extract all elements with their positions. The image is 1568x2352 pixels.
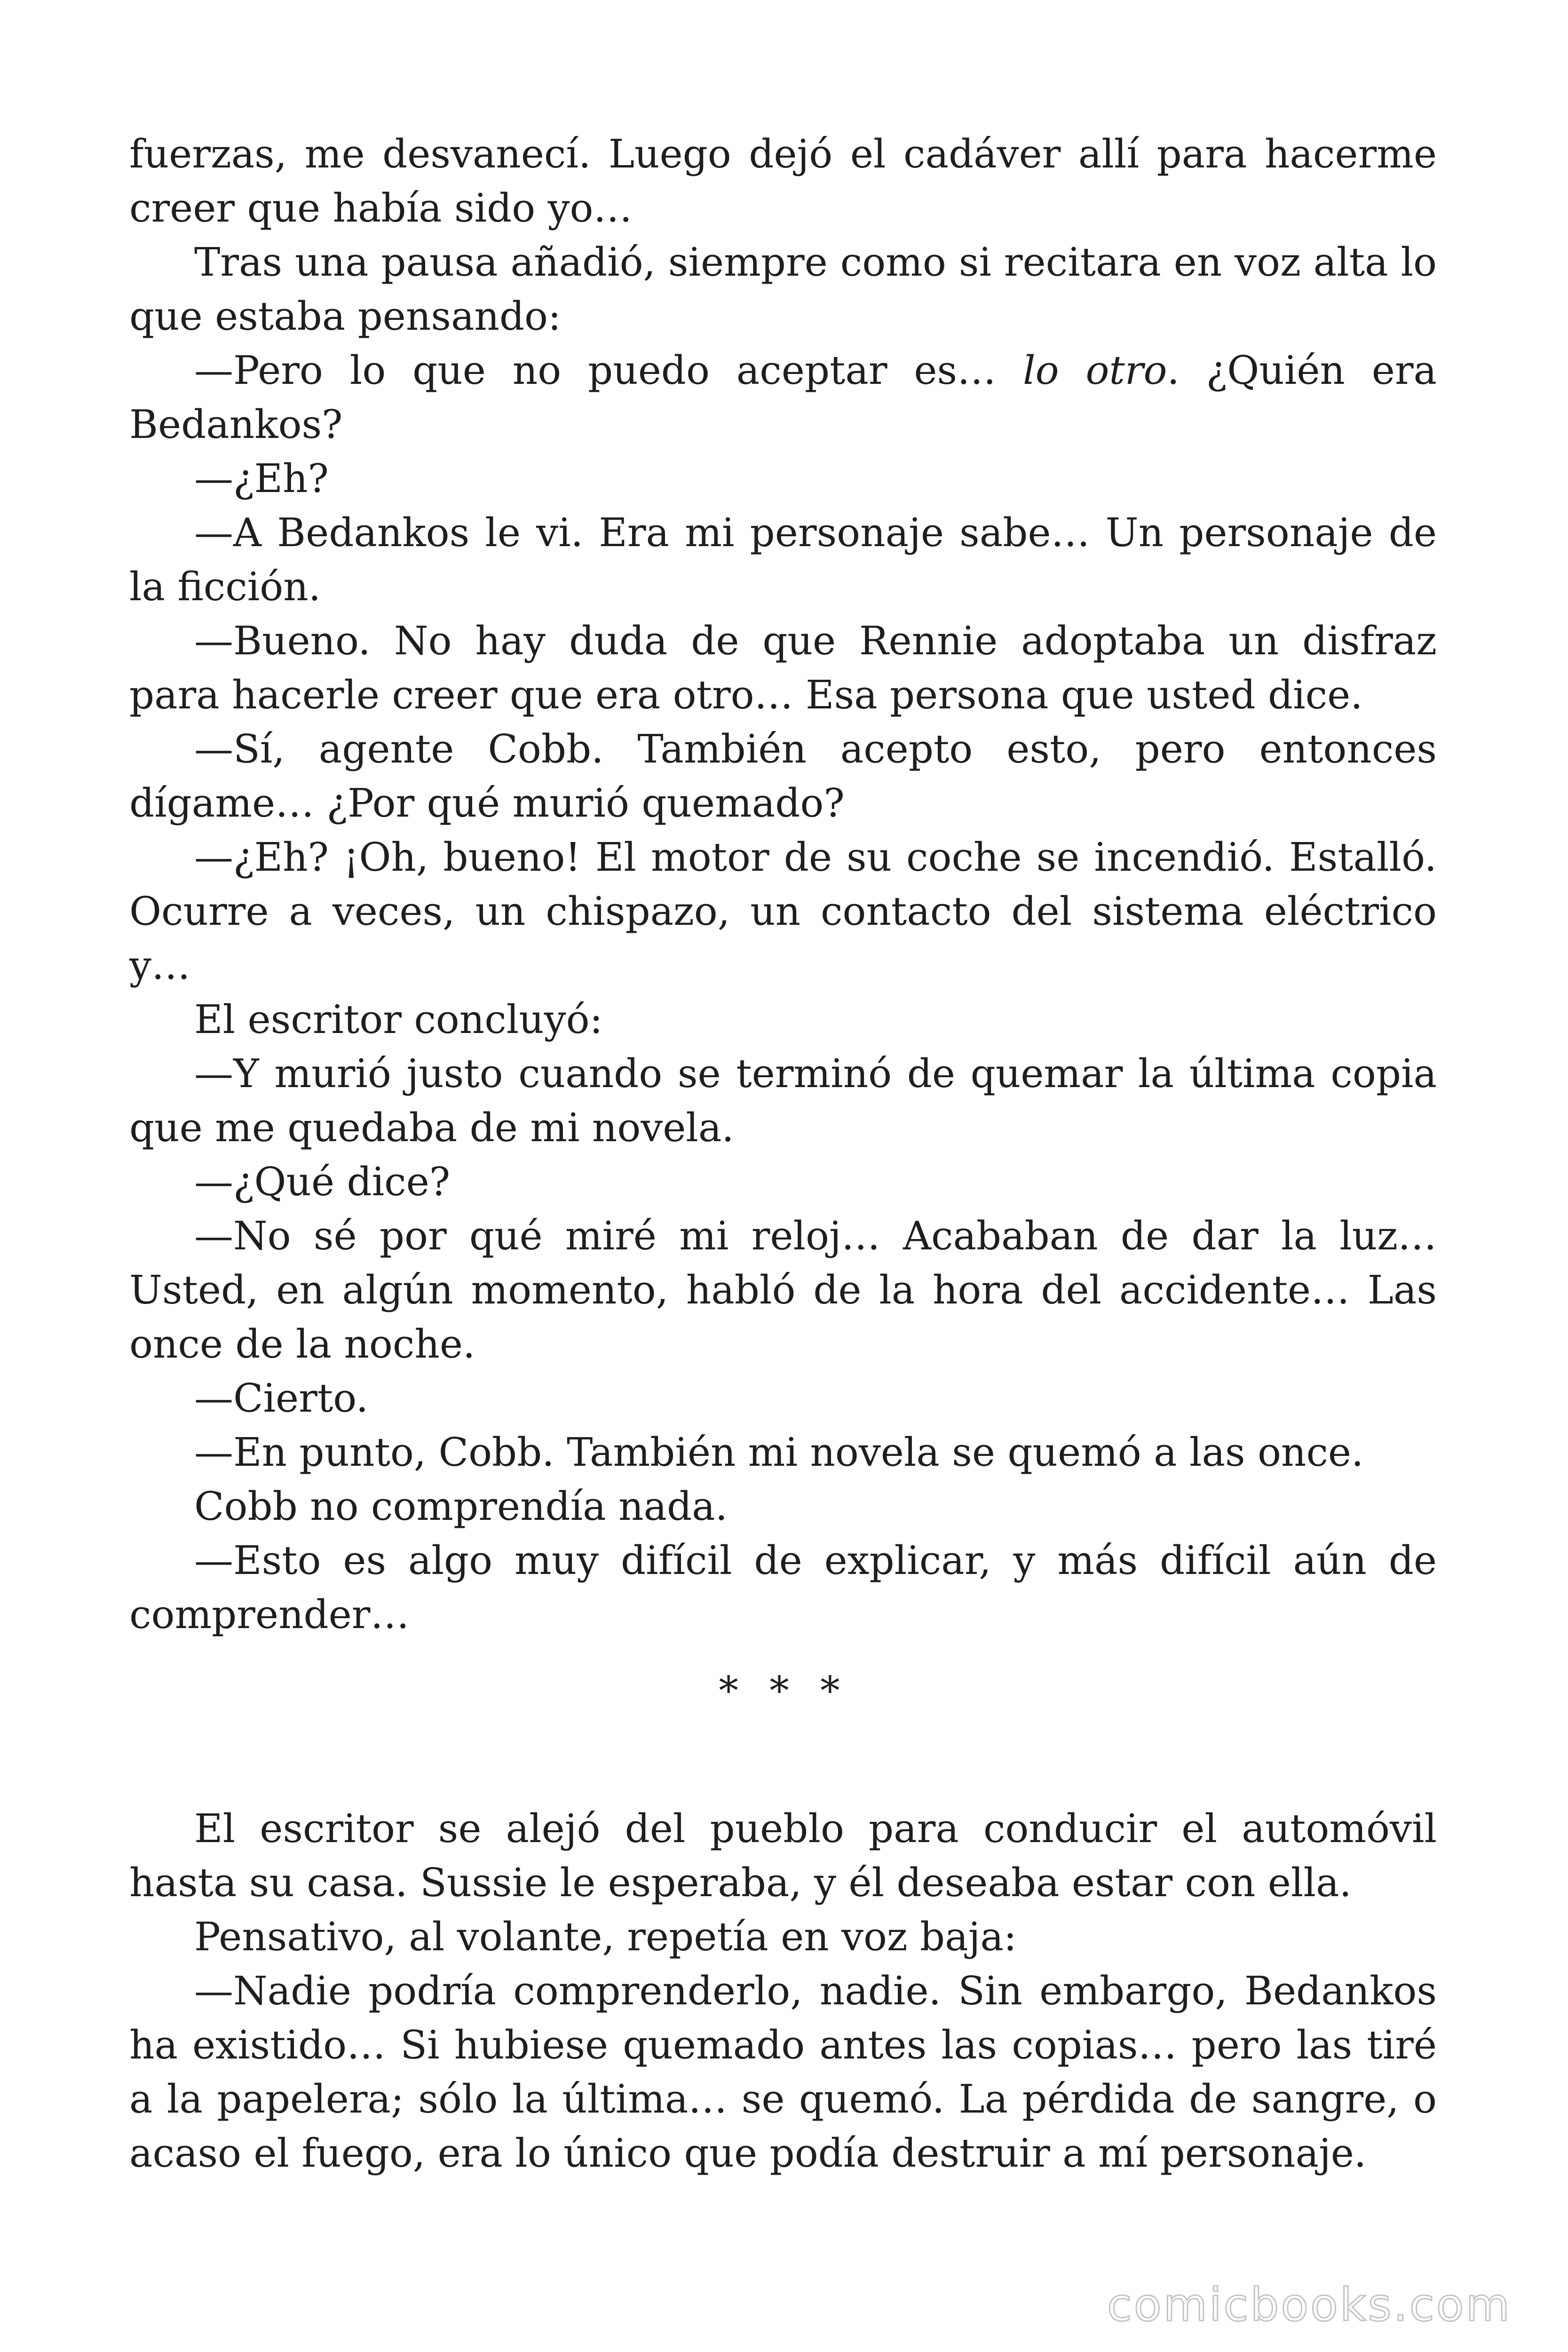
watermark-text: comicbooks.com	[1107, 2279, 1512, 2331]
paragraph: —No sé por qué miré mi reloj… Acababan de dar la luz… Usted, en algún momento, habló de la hora del accidente… Las once de la noche.	[129, 1213, 1437, 1367]
paragraph: —Cierto.	[194, 1375, 369, 1421]
paragraph: Pensativo, al volante, repetía en voz baja:	[194, 1914, 1017, 1960]
paragraph: —Nadie podría comprenderlo, nadie. Sin embargo, Bedankos ha existido… Si hubiese quemado antes las copias… pero las tiré a la papelera; sólo la última… se quemó. La pérdida de sangre, o acaso el fuego, era lo único que podía destruir a mí personaje.	[129, 1968, 1437, 2176]
paragraph-text: —Pero lo que no puedo aceptar es…	[194, 348, 1023, 393]
paragraph-text: . ¿Quién era Bedankos?	[129, 348, 1437, 447]
italic-text: lo otro	[1023, 348, 1167, 393]
paragraph: Tras una pausa añadió, siempre como si recitara en voz alta lo que estaba pensando:	[129, 239, 1437, 339]
section-separator: * * *	[719, 1668, 849, 1714]
paragraph: —¿Eh?	[194, 456, 329, 501]
paragraph: —Y murió justo cuando se terminó de quemar la última copia que me quedaba de mi novela.	[129, 1051, 1437, 1151]
paragraph: El escritor se alejó del pueblo para conducir el automóvil hasta su casa. Sussie le esperaba, y él deseaba estar con ella.	[129, 1806, 1437, 1906]
text-block-upper	[129, 127, 1437, 1642]
paragraph: —¿Qué dice?	[194, 1159, 451, 1205]
text-block-lower	[129, 1802, 1437, 2180]
paragraph	[129, 343, 1437, 452]
paragraph: —Sí, agente Cobb. También acepto esto, pero entonces dígame… ¿Por qué murió quemado?	[129, 726, 1437, 826]
paragraph: —Bueno. No hay duda de que Rennie adoptaba un disfraz para hacerle creer que era otro… Esa persona que usted dice.	[129, 618, 1437, 718]
paragraph: —A Bedankos le vi. Era mi personaje sabe… Un personaje de la ficción.	[129, 510, 1437, 610]
paragraph: Cobb no comprendía nada.	[194, 1484, 728, 1529]
paragraph: —Esto es algo muy difícil de explicar, y más difícil aún de comprender…	[129, 1538, 1437, 1637]
paragraph: —¿Eh? ¡Oh, bueno! El motor de su coche se incendió. Estalló. Ocurre a veces, un chispazo, un contacto del sistema eléctrico y…	[129, 834, 1437, 988]
paragraph: fuerzas, me desvanecí. Luego dejó el cadáver allí para hacerme creer que había sido yo…	[129, 131, 1437, 231]
paragraph: —En punto, Cobb. También mi novela se quemó a las once.	[194, 1430, 1364, 1475]
paragraph: El escritor concluyó:	[194, 997, 603, 1042]
